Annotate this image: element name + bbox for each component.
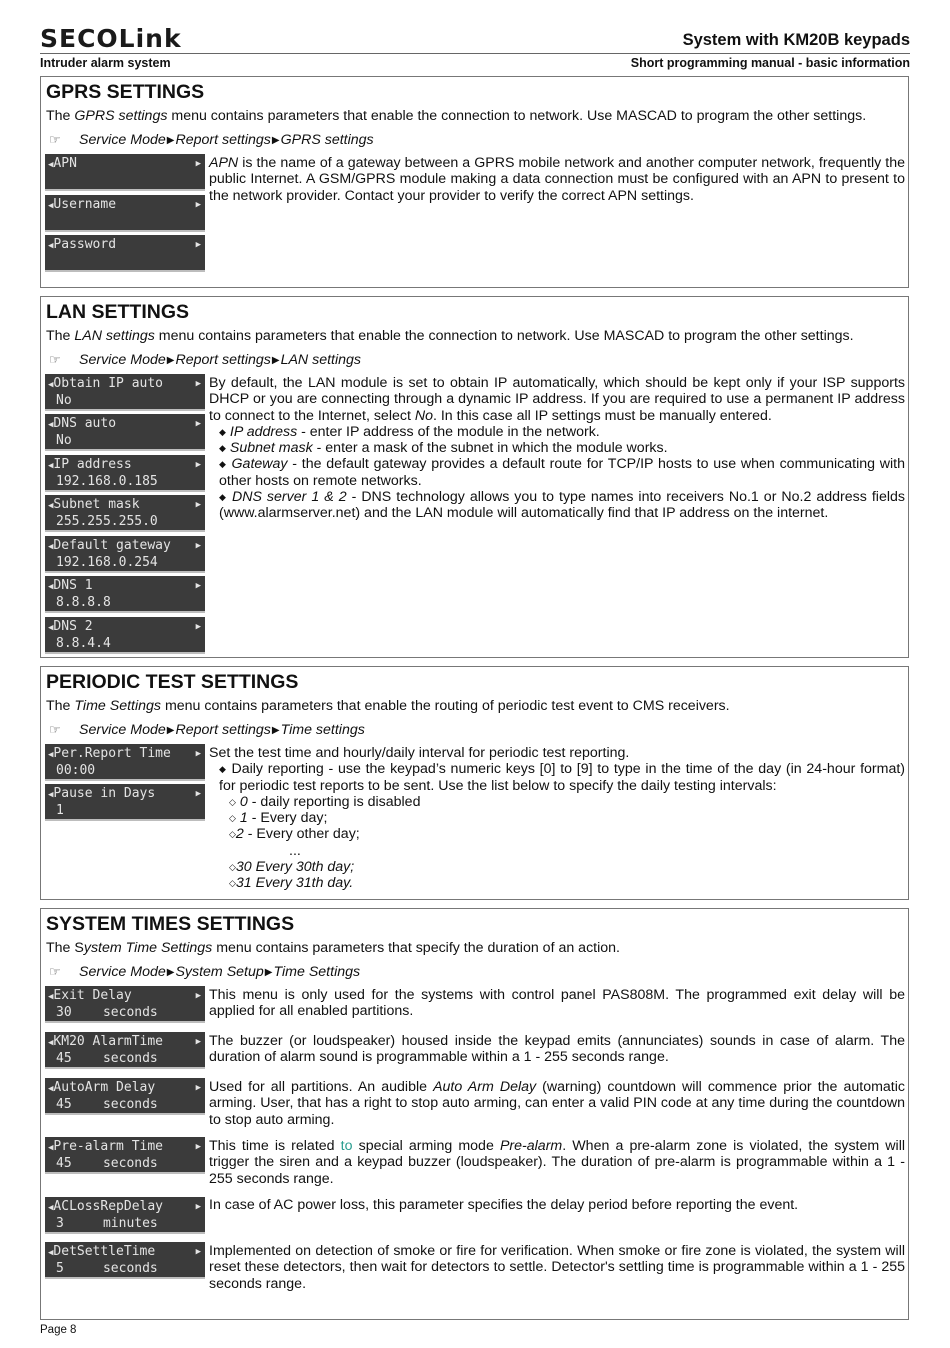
lan-description xyxy=(209,375,905,522)
arrow-right-icon: ▶ xyxy=(195,200,201,210)
arrow-right-icon: ▶ xyxy=(271,724,280,736)
arrow-left-icon: ◀ xyxy=(48,1143,54,1153)
arrow-right-icon: ▶ xyxy=(195,622,201,632)
arrow-right-icon: ▶ xyxy=(195,1202,201,1212)
lcd-apn: ◀APN ▶ xyxy=(45,154,205,191)
pointing-hand-icon: ☞ xyxy=(49,722,61,737)
bullet-item: ◆ IP address - enter IP address of the module in the network. xyxy=(219,423,600,440)
arrow-left-icon: ◀ xyxy=(48,1038,54,1048)
arrow-right-icon: ▶ xyxy=(195,500,201,510)
lcd-username: ◀Username ▶ xyxy=(45,195,205,232)
hollow-diamond-icon: ◇ xyxy=(229,796,236,807)
arrow-left-icon: ◀ xyxy=(48,1248,54,1258)
arrow-right-icon: ▶ xyxy=(195,789,201,799)
lcd-password: ◀Password ▶ xyxy=(45,235,205,272)
system-times-section xyxy=(40,908,909,1320)
arrow-left-icon: ◀ xyxy=(48,623,54,633)
det-settle-description: Implemented on detection of smoke or fire for verification. When smoke or fire zone is violated, the system will reset these detectors, then wait for detectors to settle. Detector's settling time is programmable within a 1 - 255 seconds range. xyxy=(209,1243,905,1292)
arrow-left-icon: ◀ xyxy=(48,461,54,471)
arrow-right-icon: ▶ xyxy=(166,354,175,366)
bullet-item: ◆ DNS server 1 & 2 - DNS technology allows you to type names into receivers No.1 or No.2 address fields (www.alarmserver.net) and the LAN module will automatically find that IP address on the internet. xyxy=(219,489,905,522)
pre-alarm-description: This time is related to special arming mode Pre-alarm. When a pre-alarm zone is violated, the system will trigger the siren and a keypad buzzer (loudspeaker). The duration of pre-alarm is programmable within a 1 - 255 seconds range. xyxy=(209,1138,905,1187)
menu-path: ☞ Service Mode ▶ Report settings ▶ Time settings xyxy=(49,722,365,738)
arrow-right-icon: ▶ xyxy=(195,1037,201,1047)
section-intro: The Time Settings menu contains parameters that enable the routing of periodic test event to CMS receivers. xyxy=(46,698,730,714)
diamond-bullet-icon: ◆ xyxy=(219,764,227,775)
arrow-right-icon: ▶ xyxy=(195,991,201,1001)
lan-section xyxy=(40,296,909,658)
bullet-item: ◆ Subnet mask - enter a mask of the subnet in which the module works. xyxy=(219,440,668,457)
page-header xyxy=(40,24,910,72)
arrow-left-icon: ◀ xyxy=(48,1203,54,1213)
arrow-right-icon: ▶ xyxy=(166,134,175,146)
bullet-item: ◆ Gateway - the default gateway provides a default route for TCP/IP hosts to use when communicating with other hosts on remote networks. xyxy=(219,456,905,489)
periodic-test-section xyxy=(40,666,909,900)
arrow-left-icon: ◀ xyxy=(48,380,54,390)
arrow-right-icon: ▶ xyxy=(195,1142,201,1152)
brand-logo: SECOLink xyxy=(40,24,182,53)
list-item: ◇30 Every 30th day; xyxy=(229,859,355,876)
lcd-dns-1: ◀DNS 1 ▶ 8.8.8.8 xyxy=(45,576,205,613)
page-number: Page 8 xyxy=(40,1324,77,1336)
arrow-right-icon: ▶ xyxy=(195,1083,201,1093)
lcd-pre-alarm-time: ◀Pre-alarm Time ▶ 45 seconds xyxy=(45,1137,205,1174)
diamond-bullet-icon: ◆ xyxy=(219,492,227,503)
arrow-left-icon: ◀ xyxy=(48,992,54,1002)
section-title: LAN SETTINGS xyxy=(46,301,190,323)
header-rule xyxy=(40,53,910,54)
diamond-bullet-icon: ◆ xyxy=(219,426,226,437)
diamond-bullet-icon: ◆ xyxy=(219,459,227,470)
document-subtitle: Short programming manual - basic information xyxy=(630,56,910,70)
arrow-right-icon: ▶ xyxy=(195,379,201,389)
section-intro: The GPRS settings menu contains parameters that enable the connection to network. Use MASCAD to program the other settings. xyxy=(46,108,867,124)
alarm-time-description: The buzzer (or loudspeaker) housed inside the keypad emits (annunciates) sounds in case of alarm. The duration of alarm sound is programmable within a 1 - 255 seconds range. xyxy=(209,1033,905,1066)
lcd-dns-auto: ◀DNS auto ▶ No xyxy=(45,414,205,451)
arrow-left-icon: ◀ xyxy=(48,241,54,251)
lcd-ac-loss-rep-delay: ◀ACLossRepDelay ▶ 3 minutes xyxy=(45,1197,205,1234)
list-item: ◇ 0 - daily reporting is disabled xyxy=(229,793,421,810)
lcd-per-report-time: ◀Per.Report Time ▶ 00:00 xyxy=(45,744,205,781)
arrow-right-icon: ▶ xyxy=(195,749,201,759)
ellipsis: ... xyxy=(289,842,301,859)
menu-path: ☞ Service Mode ▶ Report settings ▶ LAN settings xyxy=(49,352,362,368)
pointing-hand-icon: ☞ xyxy=(49,132,61,147)
exit-delay-description: This menu is only used for the systems with control panel PAS808M. The programmed exit delay will be applied for all enabled partitions. xyxy=(209,987,905,1020)
paragraph: Set the test time and hourly/daily interval for periodic test reporting. xyxy=(209,745,630,761)
gprs-section xyxy=(40,76,909,288)
hollow-diamond-icon: ◇ xyxy=(229,862,236,873)
arrow-right-icon: ▶ xyxy=(195,419,201,429)
arrow-left-icon: ◀ xyxy=(48,542,54,552)
arrow-left-icon: ◀ xyxy=(48,1084,54,1094)
arrow-left-icon: ◀ xyxy=(48,501,54,511)
hollow-diamond-icon: ◇ xyxy=(229,813,236,824)
pointing-hand-icon: ☞ xyxy=(49,964,61,979)
arrow-right-icon: ▶ xyxy=(195,541,201,551)
autoarm-description: Used for all partitions. An audible Auto Arm Delay (warning) countdown will commence prior the automatic arming. User, that has a right to stop auto arming, can enter a valid PIN code at any time during the countdown to stop auto arming. xyxy=(209,1079,905,1128)
arrow-right-icon: ▶ xyxy=(195,240,201,250)
pointing-hand-icon: ☞ xyxy=(49,352,61,367)
document-title: System with KM20B keypads xyxy=(682,31,910,49)
arrow-left-icon: ◀ xyxy=(48,582,54,592)
hollow-diamond-icon: ◇ xyxy=(229,878,236,889)
arrow-right-icon: ▶ xyxy=(195,581,201,591)
bullet-item: ◆ Daily reporting - use the keypad’s numeric keys [0] to [9] to type in the time of the day (in 24-hour format) for periodic test reports to be sent. Use the list below to specify the daily testing intervals: xyxy=(219,761,905,794)
menu-path: ☞ Service Mode ▶ Report settings ▶ GPRS settings xyxy=(49,132,374,148)
arrow-left-icon: ◀ xyxy=(48,201,54,211)
arrow-right-icon: ▶ xyxy=(195,159,201,169)
arrow-left-icon: ◀ xyxy=(48,790,54,800)
lcd-det-settle-time: ◀DetSettleTime ▶ 5 seconds xyxy=(45,1242,205,1279)
list-item: ◇31 Every 31th day. xyxy=(229,875,354,892)
apn-description: APN is the name of a gateway between a GPRS mobile network and another computer network, frequently the public Internet. A GSM/GPRS module making a data connection must be configured with an APN to present to the network provider. Contact your provider to verify the correct APN settings. xyxy=(209,155,905,204)
arrow-left-icon: ◀ xyxy=(48,160,54,170)
list-item: ◇2 - Every other day; xyxy=(229,826,360,843)
section-title: GPRS SETTINGS xyxy=(46,81,205,103)
periodic-description xyxy=(209,745,905,892)
arrow-left-icon: ◀ xyxy=(48,750,54,760)
section-title: PERIODIC TEST SETTINGS xyxy=(46,671,299,693)
lcd-km20-alarm-time: ◀KM20 AlarmTime ▶ 45 seconds xyxy=(45,1032,205,1069)
lcd-default-gateway: ◀Default gateway ▶ 192.168.0.254 xyxy=(45,536,205,573)
brand-subtitle: Intruder alarm system xyxy=(40,56,171,70)
section-intro: The System Time Settings menu contains parameters that specify the duration of an action. xyxy=(46,940,620,956)
list-item: ◇ 1 - Every day; xyxy=(229,810,328,827)
arrow-right-icon: ▶ xyxy=(195,1247,201,1257)
paragraph: By default, the LAN module is set to obtain IP automatically, which should be kept only if your ISP supports DHCP or you are connecting through a dynamic IP address. If you are required to use a permanent IP address to connect to the Internet, select No. In this case all IP settings must be manually entered. xyxy=(209,375,905,424)
menu-path: ☞ Service Mode ▶ System Setup ▶ Time Settings xyxy=(49,964,361,980)
lcd-pause-in-days: ◀Pause in Days ▶ 1 xyxy=(45,784,205,821)
arrow-left-icon: ◀ xyxy=(48,420,54,430)
diamond-bullet-icon: ◆ xyxy=(219,443,226,454)
arrow-right-icon: ▶ xyxy=(166,966,175,978)
arrow-right-icon: ▶ xyxy=(264,966,273,978)
arrow-right-icon: ▶ xyxy=(271,354,280,366)
lcd-dns-2: ◀DNS 2 ▶ 8.8.4.4 xyxy=(45,617,205,654)
lcd-exit-delay: ◀Exit Delay ▶ 30 seconds xyxy=(45,986,205,1023)
lcd-obtain-ip: ◀Obtain IP auto ▶ No xyxy=(45,374,205,411)
lcd-autoarm-delay: ◀AutoArm Delay ▶ 45 seconds xyxy=(45,1078,205,1115)
arrow-right-icon: ▶ xyxy=(166,724,175,736)
ac-loss-description: In case of AC power loss, this parameter specifies the delay period before reporting the event. xyxy=(209,1197,799,1213)
hollow-diamond-icon: ◇ xyxy=(229,829,236,840)
lcd-ip-address: ◀IP address ▶ 192.168.0.185 xyxy=(45,455,205,492)
arrow-right-icon: ▶ xyxy=(195,460,201,470)
arrow-right-icon: ▶ xyxy=(271,134,280,146)
section-title: SYSTEM TIMES SETTINGS xyxy=(46,913,295,935)
lcd-subnet-mask: ◀Subnet mask ▶ 255.255.255.0 xyxy=(45,495,205,532)
section-intro: The LAN settings menu contains parameters that enable the connection to network. Use MASCAD to program the other settings. xyxy=(46,328,854,344)
